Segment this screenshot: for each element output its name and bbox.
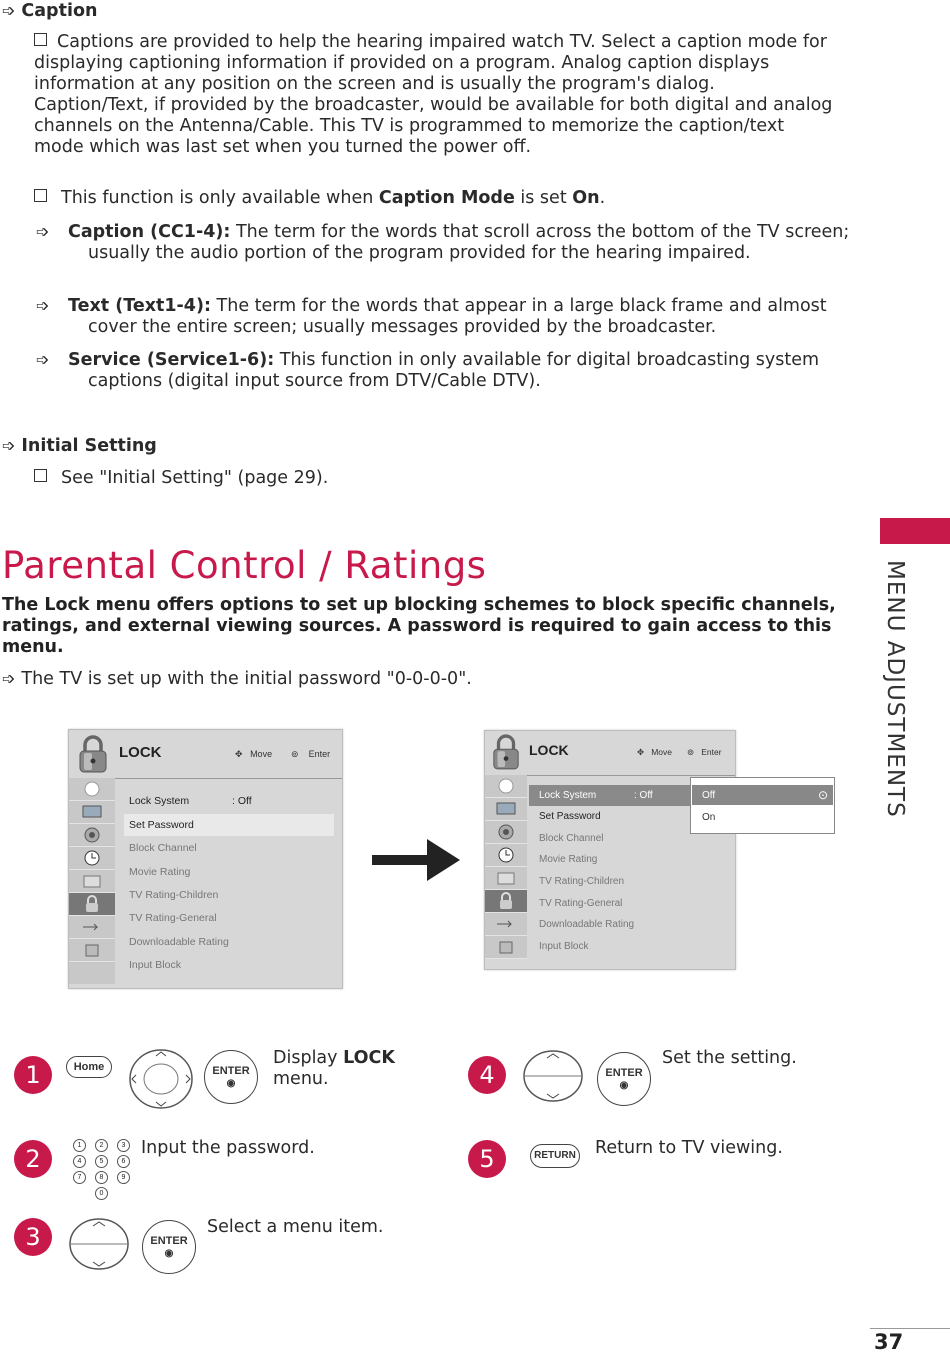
caption-item-service: ➩ Service (Service1-6): This function in only available for digital broadcasting system captions (digital input source from DTV/Cable DTV).	[36, 350, 820, 391]
lock-menu-left	[68, 729, 343, 989]
picture-menu-icon[interactable]	[485, 775, 527, 798]
step-2-text: Input the password.	[141, 1138, 315, 1158]
page-title: Parental Control / Ratings	[2, 544, 487, 587]
arrow-icon: ➩	[2, 669, 16, 688]
navigation-pad-icon[interactable]	[128, 1048, 194, 1110]
digit-key[interactable]: 2	[95, 1139, 108, 1152]
option-menu-icon[interactable]	[69, 870, 115, 893]
icon-column	[485, 775, 527, 959]
digit-key[interactable]: 8	[95, 1171, 108, 1184]
digit-key[interactable]: 5	[95, 1155, 108, 1168]
page-rule	[870, 1328, 950, 1329]
step-3-text: Select a menu item.	[207, 1217, 384, 1237]
lock-icon	[77, 734, 109, 774]
option-off[interactable]: Off	[702, 790, 716, 801]
input-menu-icon[interactable]	[485, 913, 527, 936]
screen-menu-icon[interactable]	[485, 798, 527, 821]
audio-menu-icon[interactable]	[69, 824, 115, 847]
move-hint: ✥ Move	[235, 749, 273, 759]
caption-item-text: ➩ Text (Text1-4): The term for the words that appear in a large black frame and almost cover the entire screen; usually messages provided by the broadcaster.	[36, 296, 827, 337]
digit-key[interactable]: 0	[95, 1187, 108, 1200]
menu-header	[485, 731, 735, 776]
enter-button[interactable]: ENTER ◉	[204, 1050, 258, 1104]
enter-hint: ⊚ Enter	[687, 747, 722, 757]
right-arrow-icon	[372, 835, 462, 885]
up-down-pad-icon[interactable]	[68, 1216, 130, 1272]
home-button[interactable]: Home	[66, 1056, 112, 1078]
checkbox-bullet-icon	[34, 469, 47, 482]
menu-item-downloadable-rating[interactable]: Downloadable Rating	[129, 936, 229, 948]
step-4-text: Set the setting.	[662, 1048, 797, 1068]
option-menu-icon[interactable]	[485, 867, 527, 890]
menu-item-input-block[interactable]: Input Block	[539, 941, 589, 952]
step-1-text: Display LOCK menu.	[273, 1048, 395, 1089]
digit-key[interactable]: 6	[117, 1155, 130, 1168]
page-number: 37	[874, 1330, 904, 1354]
menu-title: LOCK	[119, 744, 162, 761]
lock-menu-right	[484, 730, 736, 970]
time-menu-icon[interactable]	[69, 847, 115, 870]
option-on[interactable]: On	[702, 812, 716, 823]
enter-dot-icon: ◉	[619, 1080, 629, 1091]
menu-item-block-channel[interactable]: Block Channel	[129, 842, 197, 854]
icon-column	[69, 778, 115, 984]
menu-item-block-channel[interactable]: Block Channel	[539, 833, 604, 844]
menu-item-movie-rating[interactable]: Movie Rating	[539, 854, 598, 865]
input-menu-icon[interactable]	[69, 916, 115, 939]
time-menu-icon[interactable]	[485, 844, 527, 867]
menu-item-input-block[interactable]: Input Block	[129, 959, 181, 971]
usb-menu-icon[interactable]	[485, 936, 527, 959]
sidebar-label: MENU ADJUSTMENTS	[882, 560, 908, 818]
section-intro: The Lock menu offers options to set up blocking schemes to block specific channels, ratings, and external viewing sources. A password is required to gain access to this menu.	[2, 595, 836, 657]
initial-text: See "Initial Setting" (page 29).	[34, 468, 328, 489]
picture-menu-icon[interactable]	[69, 778, 115, 801]
menu-item-movie-rating[interactable]: Movie Rating	[129, 866, 191, 878]
enter-dot-icon: ⊚	[687, 747, 695, 757]
menu-title: LOCK	[529, 742, 569, 758]
menu-item-tv-rating-general[interactable]: TV Rating-General	[129, 912, 217, 924]
menu-item-lock-system[interactable]: Lock System	[539, 790, 597, 801]
usb-menu-icon[interactable]	[69, 939, 115, 962]
menu-item-lock-system[interactable]: Lock System	[129, 795, 190, 807]
lock-menu-icon[interactable]	[485, 890, 527, 913]
move-icon: ✥	[637, 747, 645, 757]
lock-icon	[491, 733, 521, 771]
menu-item-downloadable-rating[interactable]: Downloadable Rating	[539, 919, 635, 930]
up-down-pad-icon[interactable]	[522, 1048, 584, 1104]
caption-para2: This function is only available when Caption Mode is set On.	[34, 188, 834, 209]
section-note: ➩ The TV is set up with the initial password "0-0-0-0".	[2, 669, 472, 689]
menu-item-tv-rating-general[interactable]: TV Rating-General	[539, 898, 623, 909]
lock-system-value: : Off	[634, 790, 653, 801]
move-icon: ✥	[235, 749, 243, 759]
lock-menu-icon[interactable]	[69, 893, 115, 916]
enter-dot-icon: ⊚	[291, 749, 299, 759]
menu-item-tv-rating-children[interactable]: TV Rating-Children	[129, 889, 219, 901]
caption-para1: Captions are provided to help the hearing impaired watch TV. Select a caption mode for displaying captioning information if provided on a program. Analog caption displays information at any position on the screen and is usually the program's dialog. Caption/Text, if provided by the broadcaster, would be available for both digital and analog channels on the Antenna/Cable. This TV is programmed to memorize the caption/text mode which was last set when you turned the power off.	[34, 32, 833, 157]
menu-item-tv-rating-children[interactable]: TV Rating-Children	[539, 876, 625, 887]
digit-key[interactable]: 9	[117, 1171, 130, 1184]
move-hint: ✥ Move	[637, 747, 673, 757]
sidebar-tab	[880, 518, 950, 544]
enter-dot-icon: ◉	[226, 1078, 236, 1089]
step-5-badge: 5	[468, 1140, 506, 1178]
screen-menu-icon[interactable]	[69, 801, 115, 824]
menu-item-set-password[interactable]: Set Password	[129, 819, 194, 831]
digit-key[interactable]: 4	[73, 1155, 86, 1168]
checkbox-bullet-icon	[34, 189, 47, 202]
return-button[interactable]: RETURN	[530, 1144, 580, 1168]
digit-key[interactable]: 1	[73, 1139, 86, 1152]
checkbox-bullet-icon	[34, 33, 47, 46]
caption-heading: ➩ Caption	[2, 1, 98, 21]
option-popup	[690, 777, 835, 834]
digit-key[interactable]: 3	[117, 1139, 130, 1152]
enter-button[interactable]: ENTER ◉	[142, 1220, 196, 1274]
enter-dot-icon: ◉	[164, 1248, 174, 1259]
caption-item-cc: ➩ Caption (CC1-4): The term for the words that scroll across the bottom of the TV screen; usually the audio portion of the program provided for the hearing impaired.	[36, 222, 850, 263]
enter-hint: ⊚ Enter	[291, 749, 331, 759]
enter-button[interactable]: ENTER ◉	[597, 1052, 651, 1106]
step-3-badge: 3	[14, 1218, 52, 1256]
selected-radio-icon: ⊙	[818, 788, 829, 802]
menu-item-set-password[interactable]: Set Password	[539, 811, 601, 822]
digit-key[interactable]: 7	[73, 1171, 86, 1184]
step-4-badge: 4	[468, 1056, 506, 1094]
initial-heading: ➩ Initial Setting	[2, 436, 157, 456]
step-2-badge: 2	[14, 1140, 52, 1178]
audio-menu-icon[interactable]	[485, 821, 527, 844]
step-1-badge: 1	[14, 1056, 52, 1094]
arrow-icon: ➩	[2, 436, 16, 455]
lock-system-value: : Off	[232, 795, 252, 807]
menu-header	[69, 730, 342, 779]
arrow-icon: ➩	[2, 1, 16, 20]
step-5-text: Return to TV viewing.	[595, 1138, 783, 1158]
